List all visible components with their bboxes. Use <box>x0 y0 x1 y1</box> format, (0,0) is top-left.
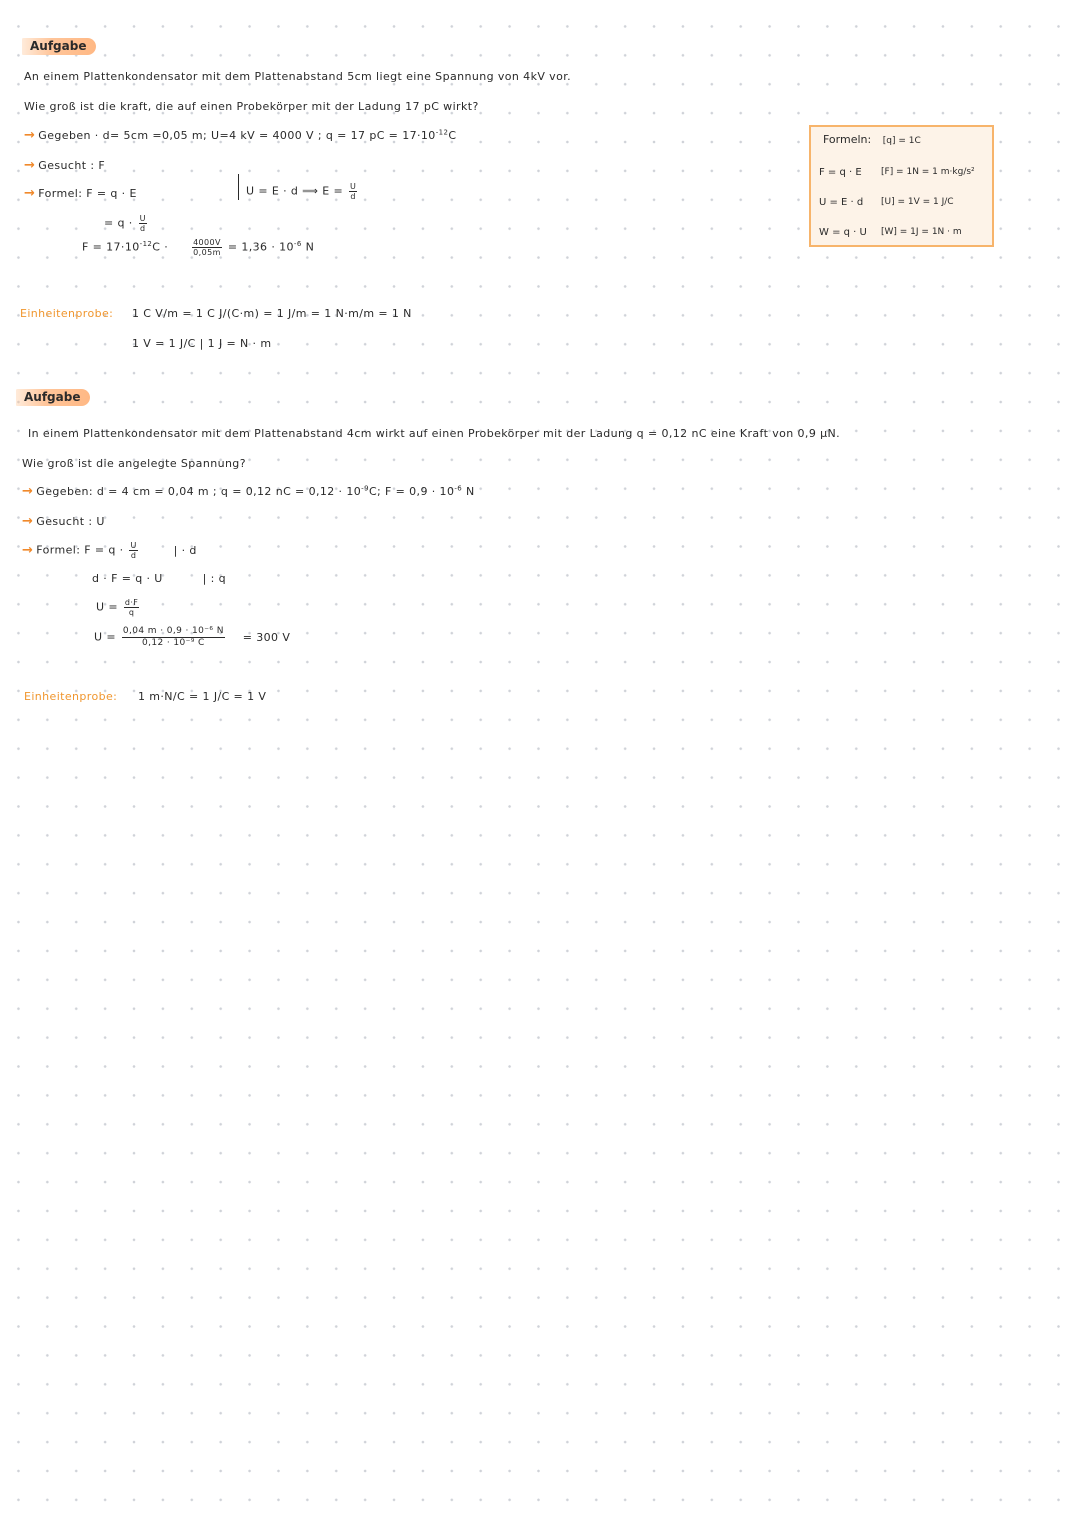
task1-check-line2: 1 V = 1 J/C | 1 J = N · m <box>132 337 272 350</box>
task2-check-label: Einheitenprobe: <box>24 690 118 703</box>
formulas-title: Formeln: [q] = 1C <box>823 133 921 146</box>
task1-formula: → Formel: F = q · E <box>24 186 137 201</box>
formula-row: W = q · U <box>819 227 867 238</box>
task2-sought: → Gesucht : U <box>22 514 105 529</box>
formulas-box <box>809 125 994 247</box>
task1-given: → Gegeben · d= 5cm =0,05 m; U=4 kV = 4000 V ; q = 17 pC = $17\cdot 10^{-12}C$ <box>24 128 457 143</box>
separator-line <box>238 174 239 200</box>
task2-line2: Wie groß ist die angelegte Spannung? <box>22 457 246 470</box>
task2-formula: → Formel: F = q · $\frac{U}{d}$ | · d <box>22 541 197 560</box>
arrow-icon: → <box>24 128 36 143</box>
arrow-icon: → <box>24 186 36 201</box>
task2-step3: U = $\frac{d\cdot F}{q}$ <box>96 598 139 617</box>
formula-unit: [W] = 1J = 1N · m <box>881 227 962 237</box>
task1-check-line: 1 C V/m = 1 C J/(C·m) = 1 J/m = 1 N·m/m = 1 N <box>132 307 412 320</box>
task2-given: → Gegeben: d = 4 cm = 0,04 m ; q = 0,12 nC = $0,12 \cdot 10^{-9}C$; $F = 0,9 \cdot 10^{-6}$ N <box>22 484 475 499</box>
task2-check-line: 1 m·N/C = 1 J/C = 1 V <box>138 690 267 703</box>
task1-line2: Wie groß ist die kraft, die auf einen Probekörper mit der Ladung 17 pC wirkt? <box>24 100 479 113</box>
task2-calculation: U = $\frac{\text{0,04 m · 0,9 · 10⁻⁶ N}}{\text{0,12 · 10⁻⁹ C}}$ = 300 V <box>94 626 291 648</box>
arrow-icon: → <box>22 542 34 558</box>
task2-step2: d · F = q · U | : q <box>92 572 227 585</box>
task1-step2: = q · $\frac{U}{d}$ <box>104 214 146 233</box>
formula-row: U = E · d <box>819 197 864 208</box>
task1-check-label: Einheitenprobe: <box>20 307 114 320</box>
task1-sought: → Gesucht : F <box>24 158 106 173</box>
formula-unit: [F] = 1N = 1 m·kg/s² <box>881 167 975 177</box>
task1-side-formula: U = E · d ⟹ E = $\frac{U}{d}$ <box>246 182 357 201</box>
formula-row: F = q · E <box>819 167 862 178</box>
arrow-icon: → <box>22 514 34 529</box>
task1-line1: An einem Plattenkondensator mit dem Plattenabstand 5cm liegt eine Spannung von 4kV vor. <box>24 70 572 83</box>
task1-calculation: $F = 17\cdot 10^{-12}C$ · $\frac{4000V}{0,05m}$ = $1,36 \cdot 10^{-6}$ N <box>82 238 315 257</box>
arrow-icon: → <box>24 158 36 173</box>
arrow-icon: → <box>22 484 34 499</box>
task1-heading: Aufgabe <box>22 38 96 55</box>
formula-unit: [U] = 1V = 1 J/C <box>881 197 954 207</box>
task2-heading: Aufgabe <box>16 389 90 406</box>
task2-line1: In einem Plattenkondensator mit dem Plattenabstand 4cm wirkt auf einen Probekörper mit der Ladung q = 0,12 nC eine Kraft von 0,9 µN. <box>28 427 841 440</box>
